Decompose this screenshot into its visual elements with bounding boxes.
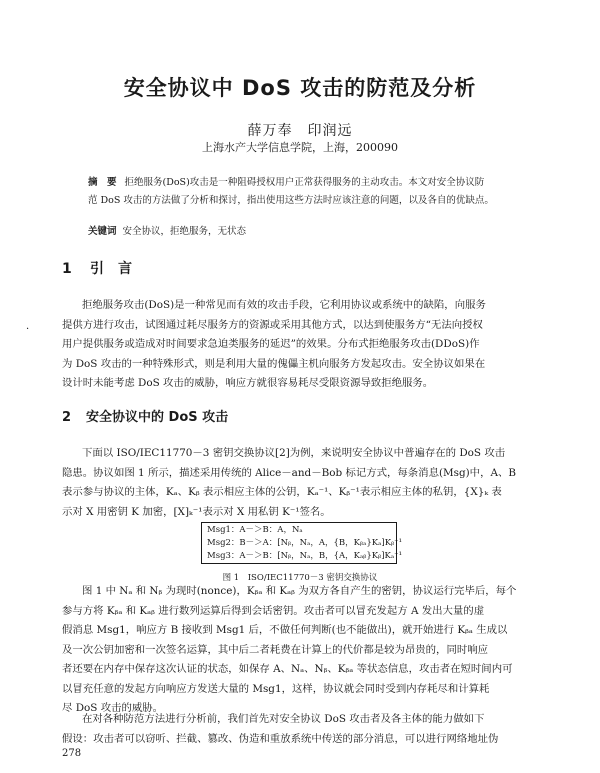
section2-heading [62,406,228,425]
figure-caption: 图 1 ISO/IEC11770－3 密钥交换协议 [222,573,378,583]
text-line: 下面以 ISO/IEC11770－3 密钥交换协议[2]为例，来说明安全协议中普遍存在的 DoS 攻击 [82,447,506,459]
keywords-text: 安全协议，拒绝服务，无状态 [122,226,247,237]
protocol-figure [201,522,403,564]
protocol-message: Msg1：A－＞B：A，Nₐ [207,525,303,535]
text-line: 及一次公钥加密和一次签名运算，其中后二者耗费在计算上的代价都是较为昂贵的，同时响应 [62,643,489,656]
text-line: 示对 X 用密钥 K 加密，[X]ₖ⁻¹表示对 X 用私钥 K⁻¹签名。 [62,505,331,518]
margin-mark: · [26,324,30,335]
keywords [88,223,508,237]
section1-paragraph [62,296,546,394]
protocol-message: Msg3：A－＞B：[Nᵦ，Nₐ，B，{A，Kₐᵦ}Kᵦ]Kₐ⁻¹ [207,551,403,561]
text-line: 设计时未能考虑 DoS 攻击的威胁，响应方就很容易耗尽受限资源导致拒绝服务。 [62,377,434,389]
text-line: 假设：攻击者可以窃听、拦截、篡改、伪造和重放系统中传送的部分消息，可以进行网络地址伪 [62,732,499,745]
assumption-paragraph [62,710,546,749]
text-line: 尽 DoS 攻击的威胁。 [62,702,164,714]
text-line: 用户提供服务或造成对时间要求急迫类服务的延迟”的效果。分布式拒绝服务攻击(DDoS)作 [62,338,480,350]
abstract-line: 拒绝服务(DoS)攻击是一种阻碍授权用户正常获得服务的主动攻击。本文对安全协议防 [124,177,485,188]
text-line: 为 DoS 攻击的一种特殊形式，则是利用大量的傀儡主机向服务方发起攻击。安全协议如果在 [62,357,486,370]
authors: 薛万奉 印润远 [247,123,353,139]
section2-title: 安全协议中的 DoS 攻击 [86,410,229,425]
section1-number: 1 [62,261,72,277]
abstract [88,174,508,210]
page-number: 278 [62,748,82,759]
figure-explanation-paragraph [62,582,546,719]
section1-title: 引 言 [90,261,132,277]
text-line: 参与方将 Kᵦₐ 和 Kₐᵦ 进行数列运算后得到会话密钥。攻击者可以冒充发起方 A 发出大量的虚 [62,604,485,617]
text-line: 图 1 中 Nₐ 和 Nᵦ 为现时(nonce)，Kᵦₐ 和 Kₐᵦ 为双方各自产生的密钥，协议运行完毕后，每个 [82,585,517,597]
section1-heading [62,258,132,278]
section2-paragraph [62,444,546,522]
affiliation: 上海水产大学信息学院，上海，200090 [202,141,398,154]
abstract-line: 范 DoS 攻击的方法做了分析和探讨，指出使用这些方法时应该注意的问题，以及各自的优缺点。 [88,195,494,206]
text-line: 者还要在内存中保存这次认证的状态，如保存 A、Nₐ、Nᵦ、Kᵦₐ 等状态信息，攻击者在短时间内可 [62,663,513,675]
text-line: 假消息 Msg1，响应方 B 接收到 Msg1 后，不做任何判断(也不能做出)，就开始进行 Kᵦₐ 生成以 [62,624,508,636]
text-line: 拒绝服务攻击(DoS)是一种常见而有效的攻击手段，它利用协议或系统中的缺陷，向服务 [82,299,486,311]
text-line: 隐患。协议如图 1 所示，描述采用传统的 Alice－and－Bob 标记方式，每条消息(Msg)中，A、B [62,466,516,479]
protocol-message: Msg2：B－＞A：[Nᵦ，Nₐ，A，{B，Kᵦₐ}Kₐ]Kᵦ⁻¹ [207,538,403,548]
abstract-label: 摘 要 [88,177,117,188]
text-line: 以冒充任意的发起方向响应方发送大量的 Msg1，这样，协议就会同时受到内存耗尽和计算耗 [62,682,490,695]
paper-title: 安全协议中 DoS 攻击的防范及分析 [123,76,477,100]
keywords-label: 关键词 [88,226,117,237]
text-line: 提供方进行攻击，试图通过耗尽服务方的资源或采用其他方式，以达到使服务方“无法向授权 [62,318,483,331]
text-line: 在对各种防范方法进行分析前，我们首先对安全协议 DoS 攻击者及各主体的能力做如下 [82,713,485,725]
section2-number: 2 [62,410,72,425]
text-line: 表示参与协议的主体，Kₐ、Kᵦ 表示相应主体的公钥，Kₐ⁻¹、Kᵦ⁻¹表示相应主体的私钥，{X}ₖ 表 [62,486,502,498]
